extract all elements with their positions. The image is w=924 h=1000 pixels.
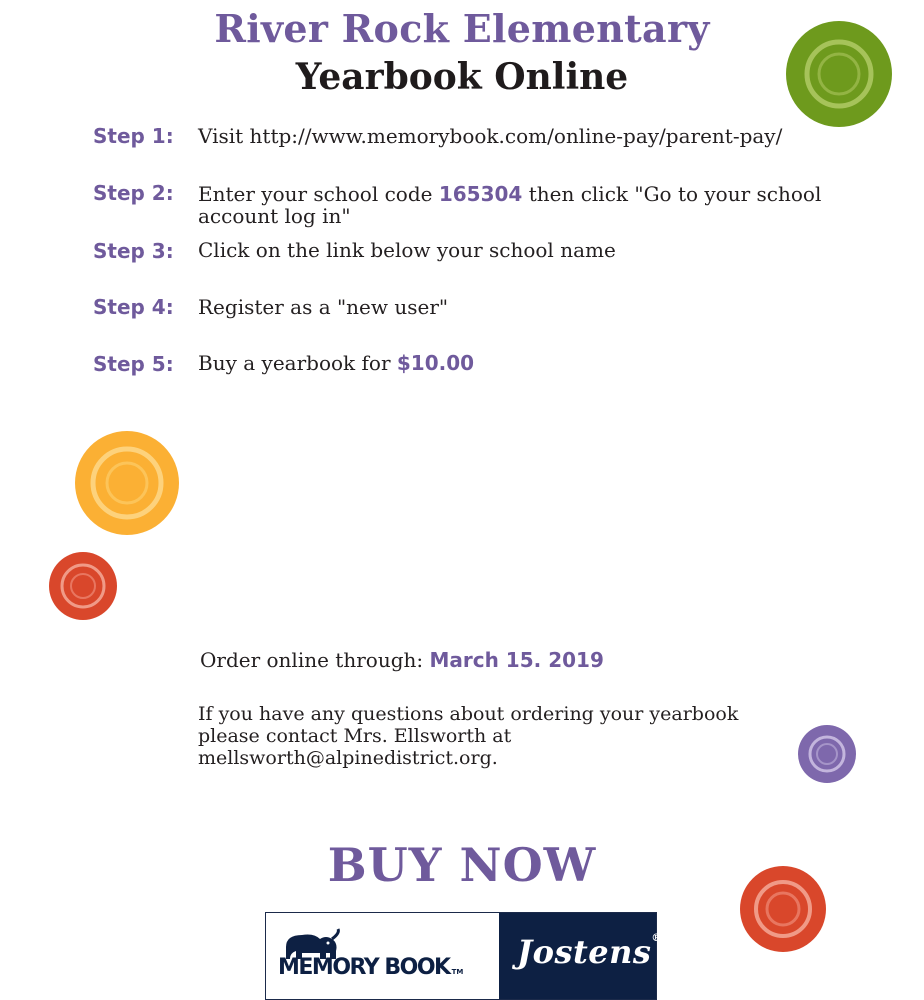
purple-dot-icon — [798, 725, 856, 783]
step-2-text-after: then click "Go to your school account log in" — [198, 182, 822, 228]
order-deadline-date: March 15. 2019 — [429, 648, 604, 672]
step-5-label: Step 5: — [93, 352, 174, 376]
step-2-text-before: Enter your school code — [198, 182, 439, 206]
school-code: 165304 — [438, 182, 523, 206]
yellow-dot-icon — [75, 431, 179, 535]
step-4-label: Step 4: — [93, 295, 174, 319]
order-deadline-label: Order online through: — [200, 648, 430, 672]
order-deadline — [200, 648, 604, 672]
publisher-logos[interactable] — [265, 912, 662, 1000]
step-5-text-before: Buy a yearbook for — [198, 351, 397, 375]
step-4-text: Register as a "new user" — [198, 295, 449, 319]
step-3-label: Step 3: — [93, 239, 174, 263]
step-1-label: Step 1: — [93, 124, 174, 148]
page-title: Yearbook Online — [295, 56, 629, 98]
contact-email[interactable]: mellsworth@alpinedistrict.org. — [198, 747, 498, 769]
buy-now-heading[interactable]: BUY NOW — [327, 838, 597, 892]
small-red-dot-icon — [49, 552, 117, 620]
jostens-logo[interactable] — [499, 913, 662, 999]
red-dot-icon — [740, 866, 826, 952]
green-dot-icon — [786, 21, 892, 127]
memory-book-wordmark: MEMORY BOOK TM — [278, 955, 464, 980]
yearbook-price: $10.00 — [396, 351, 475, 375]
contact-line-2: please contact Mrs. Ellsworth at — [198, 725, 512, 747]
step-1-text: Visit http://www.memorybook.com/online-pay/parent-pay/ — [198, 124, 783, 148]
contact-line-1: If you have any questions about ordering your yearbook — [198, 703, 739, 725]
memory-book-logo[interactable] — [266, 913, 499, 999]
school-name: River Rock Elementary — [214, 6, 710, 51]
step-5-text — [198, 352, 858, 374]
step-2-label: Step 2: — [93, 181, 174, 205]
contact-info — [198, 703, 798, 769]
jostens-wordmark: Jostens® — [517, 933, 662, 971]
step-3-text: Click on the link below your school name — [198, 238, 616, 262]
step-2-text — [198, 183, 848, 227]
